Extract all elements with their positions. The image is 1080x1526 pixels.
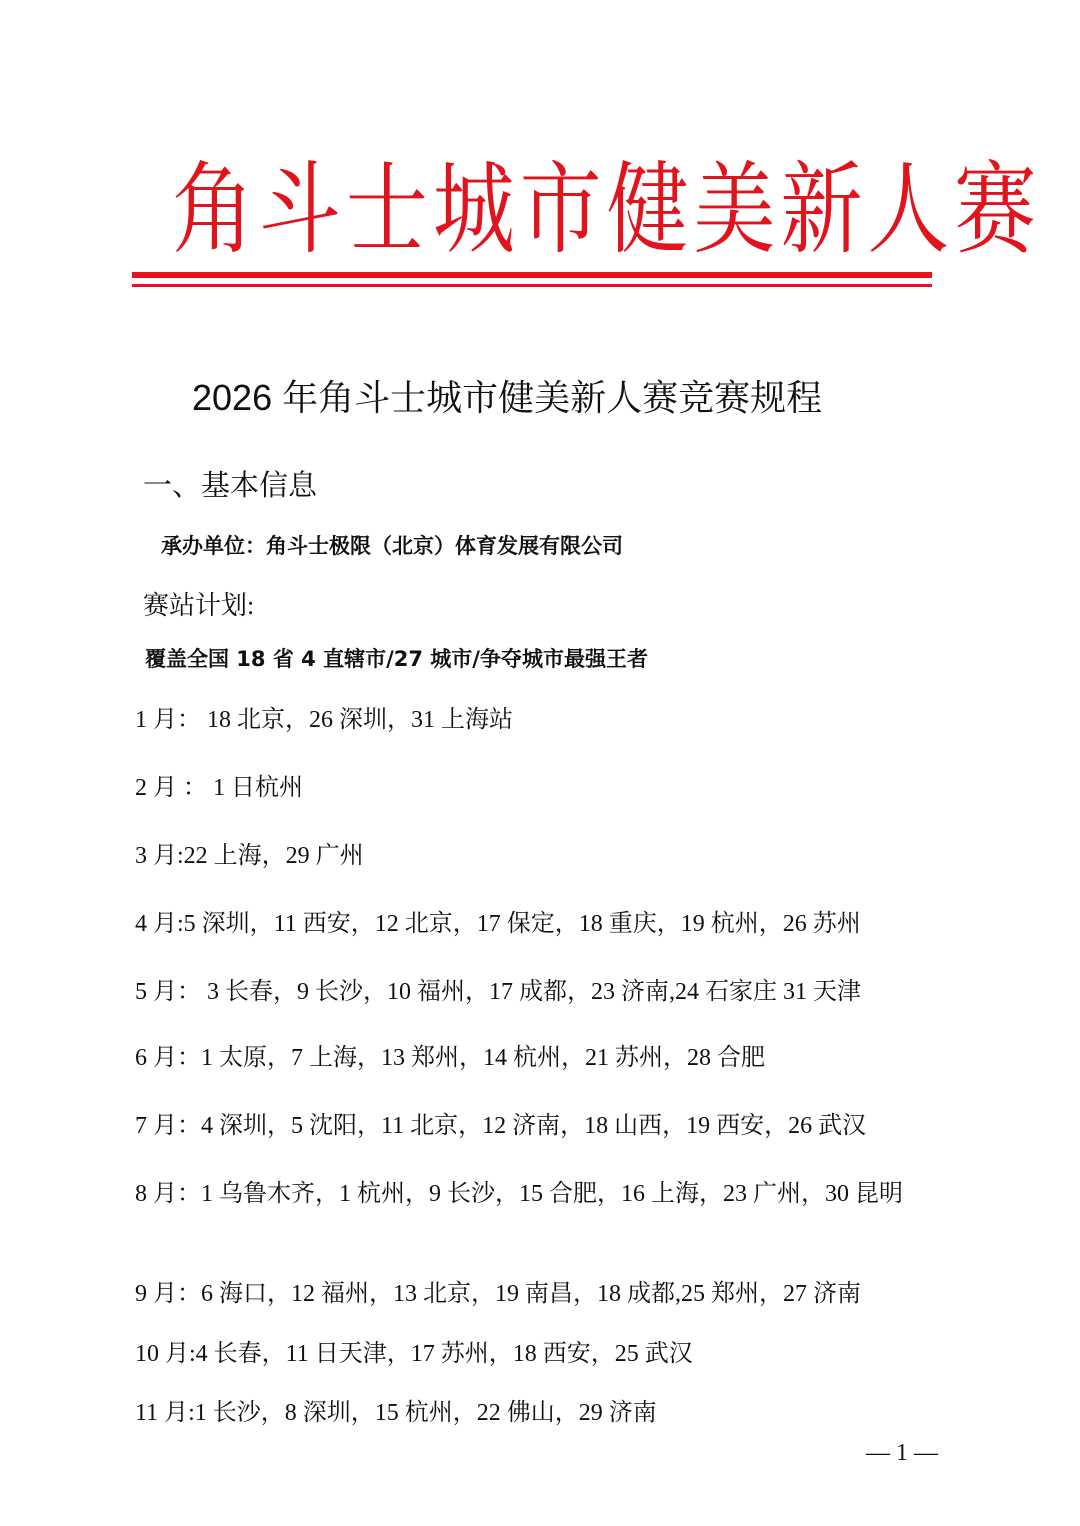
schedule-month-7: 7 月：4 深圳，5 沈阳，11 北京，12 济南，18 山西，19 西安，26 武汉	[135, 1113, 867, 1139]
schedule-month-10: 10 月:4 长春，11 日天津，17 苏州，18 西安，25 武汉	[135, 1341, 693, 1367]
schedule-month-4: 4 月:5 深圳，11 西安，12 北京，17 保定，18 重庆，19 杭州，26 苏州	[135, 911, 861, 937]
schedule-month-8: 8 月：1 乌鲁木齐，1 杭州，9 长沙，15 合肥，16 上海，23 广州，30 昆明	[135, 1181, 903, 1207]
organizer-line: 承办单位：角斗士极限（北京）体育发展有限公司	[161, 534, 623, 558]
masthead-rule-thick	[132, 272, 932, 278]
schedule-label: 赛站计划:	[143, 591, 255, 620]
schedule-month-9: 9 月：6 海口，12 福州，13 北京，19 南昌，18 成都,25 郑州，27 济南	[135, 1281, 861, 1307]
page-number: — 1 —	[866, 1440, 938, 1466]
schedule-month-5: 5 月： 3 长春，9 长沙，10 福州，17 成都，23 济南,24 石家庄 31 天津	[135, 979, 861, 1005]
schedule-month-11: 11 月:1 长沙，8 深圳，15 杭州，22 佛山，29 济南	[135, 1400, 657, 1426]
schedule-month-6: 6 月：1 太原，7 上海，13 郑州，14 杭州，21 苏州，28 合肥	[135, 1045, 765, 1071]
coverage-line: 覆盖全国 18 省 4 直辖市/27 城市/争夺城市最强王者	[145, 647, 648, 671]
section-heading-basic-info: 一、基本信息	[143, 470, 318, 502]
schedule-month-3: 3 月:22 上海，29 广州	[135, 843, 364, 869]
schedule-month-1: 1 月： 18 北京，26 深圳，31 上海站	[135, 707, 513, 733]
masthead-rule-thin	[132, 284, 932, 287]
masthead-title: 角斗士城市健美新人赛	[172, 151, 1042, 268]
schedule-month-2: 2 月 ： 1 日杭州	[135, 775, 303, 801]
document-title: 2026 年角斗士城市健美新人赛竞赛规程	[192, 377, 823, 418]
